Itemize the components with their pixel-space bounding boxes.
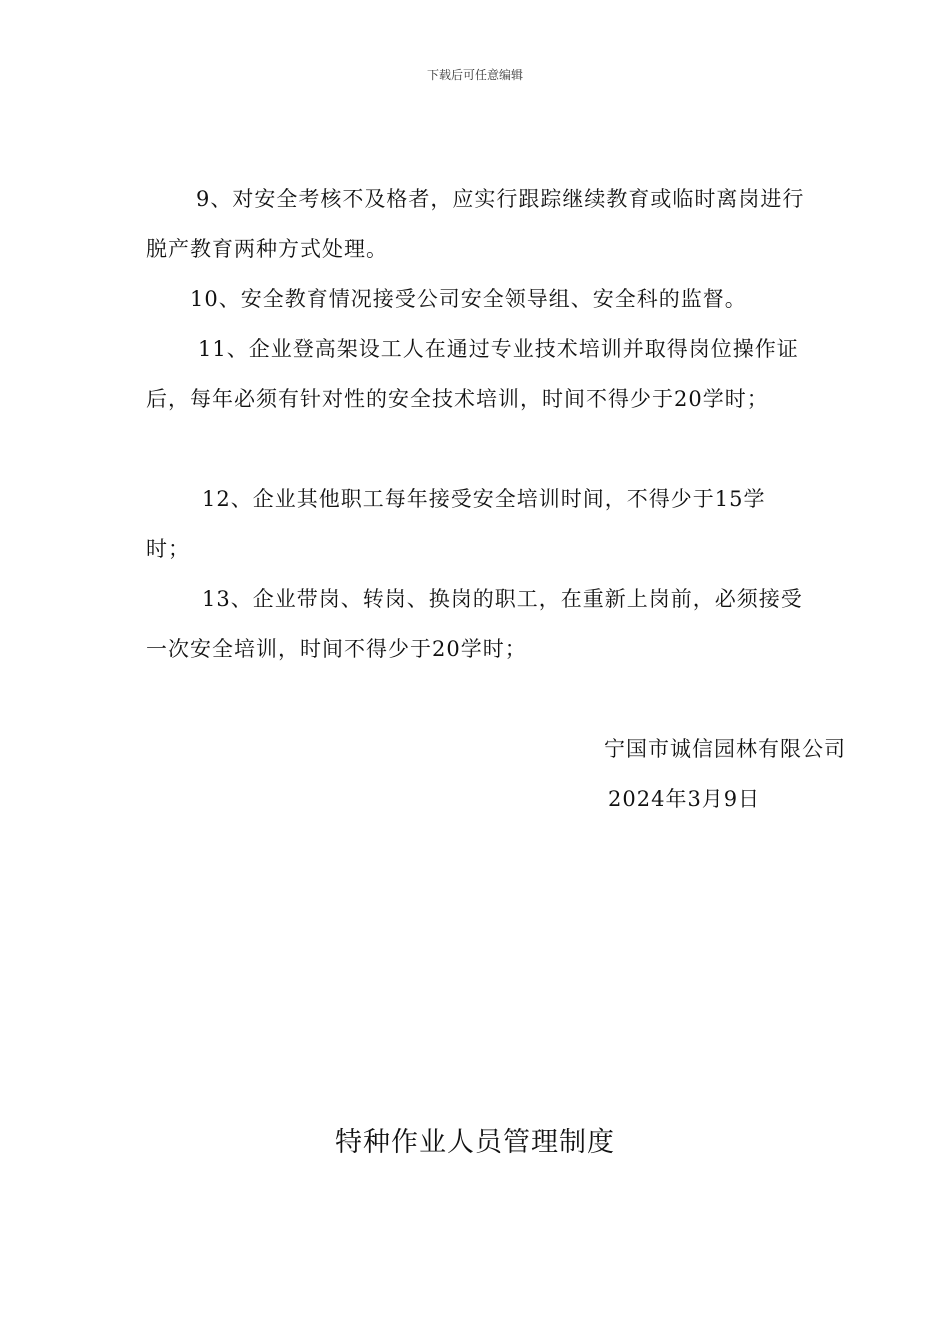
paragraph-item-13: 13、企业带岗、转岗、换岗的职工，在重新上岗前，必须接受一次安全培训，时间不得少于20学时； (146, 587, 803, 661)
paragraph-item-9: 9、对安全考核不及格者，应实行跟踪继续教育或临时离岗进行脱产教育两种方式处理。 (146, 187, 805, 261)
paragraph-item-10: 10、安全教育情况接受公司安全领导组、安全科的监督。 (190, 287, 747, 311)
signature-date: 2024年3月9日 (608, 787, 761, 811)
page-header-note: 下载后可任意编辑 (426, 68, 523, 82)
section-title: 特种作业人员管理制度 (335, 1127, 615, 1158)
paragraph-item-12: 12、企业其他职工每年接受安全培训时间，不得少于15学时； (146, 487, 766, 561)
signature-company: 宁国市诚信园林有限公司 (604, 737, 846, 761)
paragraph-item-11: 11、企业登高架设工人在通过专业技术培训并取得岗位操作证后，每年必须有针对性的安全技术培训，时间不得少于20学时； (146, 337, 799, 411)
